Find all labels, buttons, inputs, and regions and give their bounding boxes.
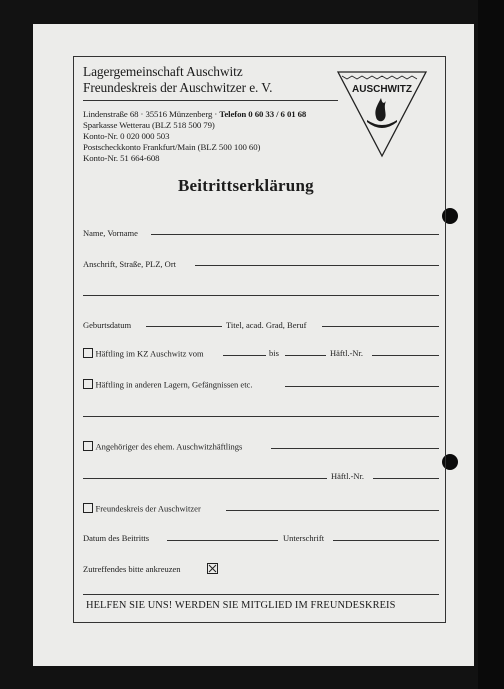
address-label: Anschrift, Straße, PLZ, Ort <box>83 259 177 269</box>
org-name-line1: Lagergemeinschaft Auschwitz <box>83 64 243 79</box>
prisoner-no-label: Häftl.-Nr. <box>330 348 364 358</box>
signature-label: Unterschrift <box>283 533 325 543</box>
signature-field[interactable] <box>333 540 439 541</box>
until-label: bis <box>269 348 279 358</box>
page-edge <box>478 0 504 689</box>
prisoner-kz-row <box>83 348 204 359</box>
other-camps-field-line2[interactable] <box>83 416 439 417</box>
address-account1: Konto-Nr. 0 020 000 503 <box>83 131 170 141</box>
relative-checkbox[interactable] <box>83 441 93 451</box>
barbed-wire-icon <box>342 76 417 79</box>
friends-label: Freundeskreis der Auschwitzer <box>95 503 201 514</box>
prisoner-no-field[interactable] <box>372 355 439 356</box>
form-title: Beitrittserklärung <box>178 176 314 195</box>
kz-until-field[interactable] <box>285 355 326 356</box>
address-bank2: Postscheckkonto Frankfurt/Main (BLZ 500 100 60) <box>83 142 261 152</box>
auschwitz-logo <box>337 70 427 158</box>
relative-label: Angehöriger des ehem. Auschwitzhäftlings <box>95 441 243 452</box>
prisoner-kz-checkbox[interactable] <box>83 348 93 358</box>
org-name-line2: Freundeskreis der Auschwitzer e. V. <box>83 80 273 95</box>
prisoner-kz-label: Häftling im KZ Auschwitz vom <box>95 348 204 359</box>
name-field[interactable] <box>151 234 439 235</box>
cross-mark-icon <box>208 564 217 573</box>
other-camps-checkbox[interactable] <box>83 379 93 389</box>
address-phone: Telefon 0 60 33 / 6 01 68 <box>219 109 307 119</box>
address-street-phone <box>83 109 306 120</box>
other-camps-row <box>83 379 252 390</box>
footer-divider <box>83 594 439 595</box>
degree-label: Titel, acad. Grad, Beruf <box>226 320 307 330</box>
address-account2: Konto-Nr. 51 664-608 <box>83 153 160 163</box>
footer-slogan: HELFEN SIE UNS! WERDEN SIE MITGLIED IM FREUNDESKREIS <box>86 600 396 611</box>
relative-no-field[interactable] <box>373 478 439 479</box>
other-camps-label: Häftling in anderen Lagern, Gefängnissen etc. <box>95 379 253 390</box>
birthdate-field[interactable] <box>146 326 222 327</box>
crossed-box-icon <box>207 563 218 574</box>
kz-from-field[interactable] <box>223 355 266 356</box>
address-field[interactable] <box>195 265 439 266</box>
join-date-field[interactable] <box>167 540 278 541</box>
flame-icon <box>375 98 386 121</box>
relative-no-label: Häftl.-Nr. <box>331 471 365 481</box>
name-label: Name, Vorname <box>83 228 138 238</box>
friends-checkbox[interactable] <box>83 503 93 513</box>
join-date-label: Datum des Beitritts <box>83 533 150 543</box>
degree-field[interactable] <box>322 326 439 327</box>
relative-field-line2[interactable] <box>83 478 327 479</box>
address-bank1: Sparkasse Wetterau (BLZ 518 500 79) <box>83 120 215 130</box>
tick-instruction: Zutreffendes bitte ankreuzen <box>83 564 181 574</box>
relative-row <box>83 441 242 452</box>
birthdate-label: Geburtsdatum <box>83 320 132 330</box>
address-field-line2[interactable] <box>83 295 439 296</box>
bowl-icon <box>367 120 397 128</box>
relative-field[interactable] <box>271 448 439 449</box>
friends-field[interactable] <box>226 510 439 511</box>
other-camps-field[interactable] <box>285 386 439 387</box>
letterhead-divider <box>83 100 338 101</box>
friends-row <box>83 503 201 514</box>
address-street: Lindenstraße 68 · 35516 Münzenberg · <box>83 109 220 119</box>
logo-text: AUSCHWITZ <box>352 84 412 95</box>
